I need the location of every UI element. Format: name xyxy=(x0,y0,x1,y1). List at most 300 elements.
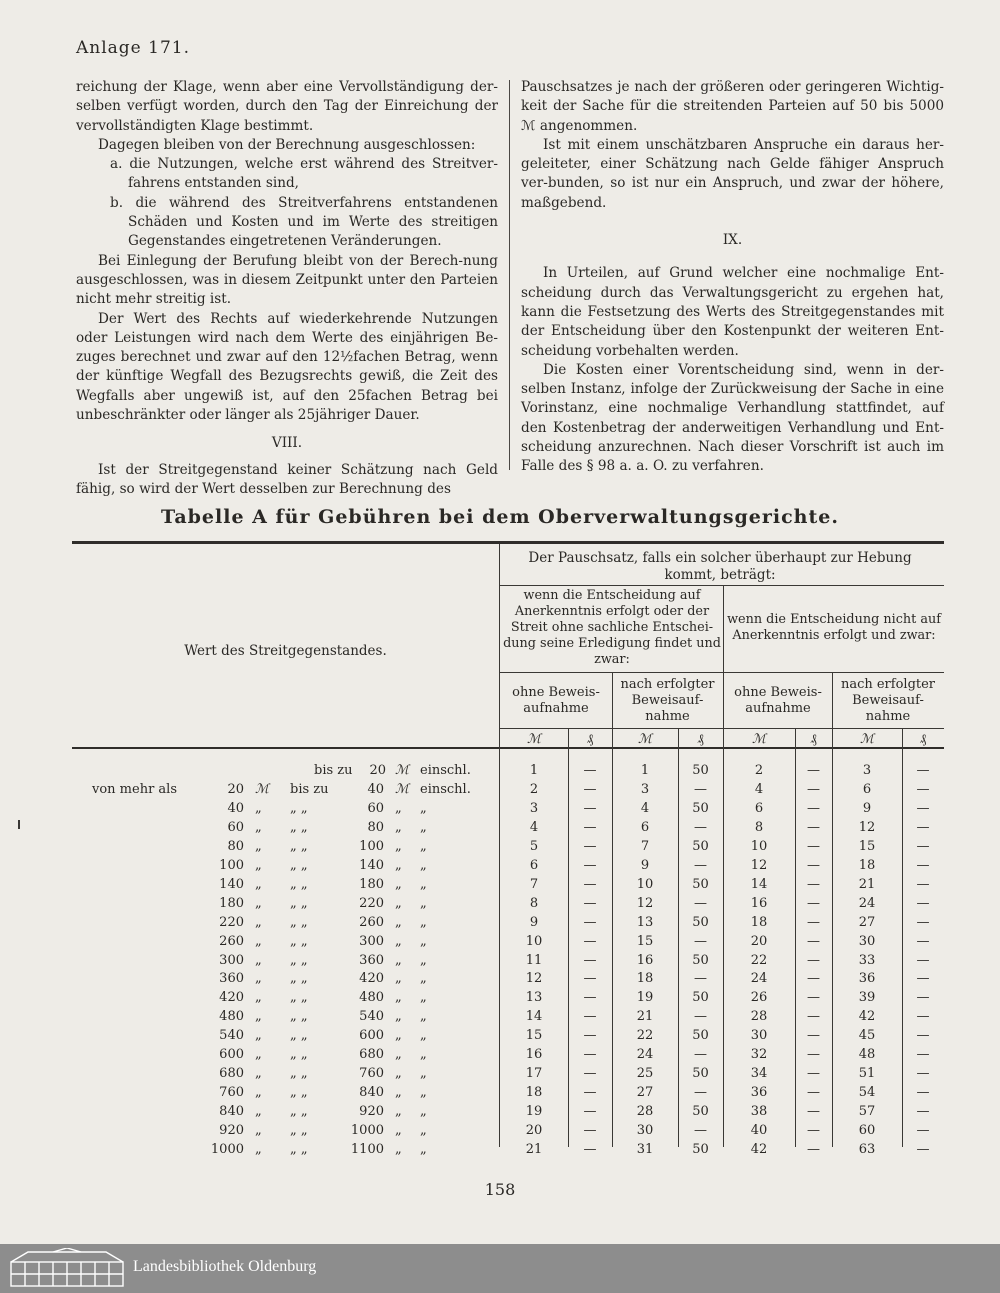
fee-cell: 19 xyxy=(636,990,654,1005)
row-mark: „ xyxy=(395,820,402,835)
fee-cell: — xyxy=(807,1085,820,1100)
fee-cell: 16 xyxy=(525,1047,543,1062)
row-to-value: 260 xyxy=(359,915,384,930)
fee-cell: 9 xyxy=(862,801,872,816)
right-paragraph-3: In Urteilen, auf Grund welcher eine nochmalige Ent-scheidung durch das Verwaltungsgericht zu ergehen hat, kann die Festsetzung des Werts des Streitgegenstandes mit der Entscheidung über den Kostenpunkt der weiteren Ent-scheidung vorbehalten werden. xyxy=(521,265,944,359)
fee-cell: 6 xyxy=(640,820,650,835)
fee-cell: — xyxy=(583,1142,597,1157)
fee-cell: — xyxy=(807,763,820,778)
unit-pf-2: ₰ xyxy=(697,732,704,747)
row-einschl: „ xyxy=(420,1104,427,1119)
row-mark: „ xyxy=(395,953,402,968)
row-bis-zu: „ „ xyxy=(290,1104,308,1119)
row-einschl: „ xyxy=(420,1028,427,1043)
fee-cell: 42 xyxy=(750,1142,768,1157)
fee-cell: — xyxy=(807,1142,820,1157)
row-from-value: 80 xyxy=(227,839,244,854)
row-to-value: 480 xyxy=(359,990,384,1005)
fee-cell: 15 xyxy=(858,839,876,854)
subheader-ohne-beweis-2: ohne Beweis-aufnahme xyxy=(734,685,822,716)
fee-cell: — xyxy=(694,1085,707,1100)
unit-pf-1: ₰ xyxy=(586,732,594,747)
row-bis-zu: „ „ xyxy=(290,1009,308,1024)
row-mark: „ xyxy=(255,1142,262,1157)
row-einschl: einschl. xyxy=(420,763,471,778)
row-einschl: „ xyxy=(420,801,427,816)
fee-cell: 22 xyxy=(750,953,768,968)
library-footer-bar xyxy=(0,1244,1000,1293)
fee-cell: 20 xyxy=(750,934,768,949)
left-paragraph-3: Bei Einlegung der Berufung bleibt von der Berech-nung ausgeschlossen, was in diesem Zeitpunkt unter den Parteien nicht mehr streitig ist. xyxy=(76,252,498,308)
row-bis-zu: „ „ xyxy=(290,934,308,949)
fee-cell: 51 xyxy=(858,1066,876,1081)
fee-cell: 50 xyxy=(692,1142,709,1157)
row-to-value: 20 xyxy=(369,763,386,778)
fee-cell: — xyxy=(807,896,820,911)
fee-cell: — xyxy=(807,820,820,835)
column-header-value: Wert des Streitgegenstandes. xyxy=(184,643,387,659)
row-mark: „ xyxy=(395,839,402,854)
fee-cell: 50 xyxy=(692,839,709,854)
row-mark: „ xyxy=(395,971,402,986)
fee-cell: 4 xyxy=(640,801,650,816)
subheader-ohne-beweis-1: ohne Beweis-aufnahme xyxy=(512,685,600,716)
row-mark: „ xyxy=(255,1066,262,1081)
row-einschl: „ xyxy=(420,934,427,949)
fee-cell: 38 xyxy=(750,1104,768,1119)
row-mark: „ xyxy=(255,990,262,1005)
row-mark: „ xyxy=(395,1104,402,1119)
fee-cell: 16 xyxy=(750,896,768,911)
fee-cell: 9 xyxy=(529,915,539,930)
fee-cell: 3 xyxy=(862,763,872,778)
fee-cell: 20 xyxy=(525,1123,543,1138)
fee-cell: 24 xyxy=(858,896,876,911)
row-from-value: 480 xyxy=(219,1009,244,1024)
row-bis-zu: „ „ xyxy=(290,858,308,873)
row-mark: „ xyxy=(255,858,262,873)
fee-cell: 18 xyxy=(858,858,876,873)
column-header-pauschsatz: Der Pauschsatz, falls ein solcher überhaupt zur Hebung kommt, beträgt: xyxy=(528,550,912,583)
row-mark: „ xyxy=(255,1104,262,1119)
fee-cell: — xyxy=(807,990,820,1005)
right-paragraph-2: Ist mit einem unschätzbaren Anspruche ein daraus her-geleiteter, einer Schätzung nach Gelde fähiger Anspruch ver-bunden, so ist nur ein Anspruch, und zwar der höhere, maßgebend. xyxy=(521,136,944,211)
fee-cell: 21 xyxy=(525,1142,543,1157)
fee-cell: 7 xyxy=(640,839,650,854)
fee-cell: — xyxy=(807,858,820,873)
fee-cell: 6 xyxy=(529,858,539,873)
row-einschl: „ xyxy=(420,1009,427,1024)
fee-cell: — xyxy=(807,1047,820,1062)
row-to-value: 300 xyxy=(359,934,384,949)
fee-cell: — xyxy=(583,763,597,778)
list-item-b: b. die während des Streitverfahrens entstandenen Schäden und Kosten und im Werte des streitigen Gegenstandes eingetretenen Veränderungen. xyxy=(110,194,498,250)
fee-cell: 18 xyxy=(636,971,654,986)
table-rule-pausch xyxy=(499,585,944,586)
fee-cell: 24 xyxy=(750,971,768,986)
row-from-value: 920 xyxy=(219,1123,244,1138)
fee-cell: — xyxy=(807,1104,820,1119)
fee-cell: — xyxy=(583,915,597,930)
row-einschl: „ xyxy=(420,858,427,873)
fee-cell: — xyxy=(807,839,820,854)
fee-cell: — xyxy=(807,1009,820,1024)
fee-cell: 27 xyxy=(636,1085,654,1100)
fee-cell: 50 xyxy=(692,877,709,892)
fee-cell: 48 xyxy=(858,1047,876,1062)
row-bis-zu: „ „ xyxy=(290,896,308,911)
row-bis-zu: „ „ xyxy=(290,1047,308,1062)
fee-cell: 21 xyxy=(858,877,876,892)
fee-cell: 27 xyxy=(858,915,876,930)
row-mark: ℳ xyxy=(395,782,409,797)
fee-cell: — xyxy=(916,896,930,911)
fee-cell: — xyxy=(583,858,597,873)
fee-cell: — xyxy=(916,990,930,1005)
unit-pf-4: ₰ xyxy=(919,732,927,747)
fee-cell: 4 xyxy=(529,820,539,835)
fee-cell: 33 xyxy=(858,953,876,968)
fee-cell: 28 xyxy=(636,1104,654,1119)
fee-cell: 17 xyxy=(525,1066,543,1081)
right-column xyxy=(521,78,944,477)
row-mark: „ xyxy=(395,896,402,911)
group-header-anerkenntnis: wenn die Entscheidung auf Anerkenntnis erfolgt oder der Streit ohne sachliche Entschei-dung seine Erledigung findet und zwar: xyxy=(503,588,721,667)
row-mark: „ xyxy=(255,820,262,835)
row-from-value: 40 xyxy=(227,801,244,816)
fee-cell: 18 xyxy=(750,915,768,930)
row-mark: „ xyxy=(395,1142,402,1157)
fee-cell: 3 xyxy=(640,782,650,797)
row-einschl: „ xyxy=(420,915,427,930)
row-mark: „ xyxy=(255,877,262,892)
row-to-value: 920 xyxy=(359,1104,384,1119)
row-mark: „ xyxy=(255,1047,262,1062)
fee-cell: — xyxy=(807,801,820,816)
fee-cell: 14 xyxy=(750,877,768,892)
fee-cell: — xyxy=(583,953,597,968)
row-from-value: 260 xyxy=(219,934,244,949)
row-mark: „ xyxy=(395,915,402,930)
row-bis-zu: „ „ xyxy=(290,915,308,930)
row-from-value: 360 xyxy=(219,971,244,986)
library-building-icon xyxy=(8,1248,126,1289)
row-bis-zu: bis zu xyxy=(290,782,329,797)
fee-cell: — xyxy=(807,782,820,797)
right-paragraph-1: Pauschsatzes je nach der größeren oder geringeren Wichtig-keit der Sache für die streitenden Parteien auf 50 bis 5000 ℳ angenommen. xyxy=(521,79,944,134)
fee-cell: 50 xyxy=(692,763,709,778)
fee-cell: 12 xyxy=(525,971,543,986)
row-to-value: 60 xyxy=(367,801,384,816)
fee-cell: 24 xyxy=(636,1047,654,1062)
row-mark: „ xyxy=(395,877,402,892)
fee-cell: 1 xyxy=(529,763,539,778)
fee-cell: 63 xyxy=(858,1142,876,1157)
fee-cell: 50 xyxy=(692,1028,709,1043)
fee-cell: 5 xyxy=(529,839,539,854)
row-from-value: 180 xyxy=(219,896,244,911)
fee-cell: 28 xyxy=(750,1009,768,1024)
fee-cell: — xyxy=(583,990,597,1005)
fee-cell: 14 xyxy=(525,1009,543,1024)
row-bis-zu: „ „ xyxy=(290,1123,308,1138)
fee-cell: — xyxy=(916,782,930,797)
row-mark: „ xyxy=(255,896,262,911)
fee-cell: — xyxy=(583,896,597,911)
fee-cell: 30 xyxy=(636,1123,654,1138)
row-mark: „ xyxy=(255,934,262,949)
row-mark: „ xyxy=(255,1009,262,1024)
fee-cell: — xyxy=(916,877,930,892)
fee-cell: — xyxy=(583,782,597,797)
fee-cell: — xyxy=(583,1104,597,1119)
row-to-value: 140 xyxy=(359,858,384,873)
list-item-a: a. die Nutzungen, welche erst während des Streitver-fahrens entstanden sind, xyxy=(110,156,498,192)
fee-cell: 31 xyxy=(636,1142,654,1157)
unit-mark-4: ℳ xyxy=(860,732,874,747)
fee-cell: 60 xyxy=(858,1123,876,1138)
fee-cell: — xyxy=(583,877,597,892)
fee-cell: — xyxy=(916,1047,930,1062)
fee-cell: 50 xyxy=(692,915,709,930)
fee-cell: 50 xyxy=(692,1066,709,1081)
fee-cell: — xyxy=(807,1123,820,1138)
page-number: 158 xyxy=(484,1180,516,1199)
row-bis-zu: „ „ xyxy=(290,877,308,892)
row-einschl: „ xyxy=(420,1085,427,1100)
table-title: Tabelle A für Gebühren bei dem Oberverwaltungsgerichte. xyxy=(161,506,839,528)
table-top-rule xyxy=(72,541,944,544)
unit-pf-3: ₰ xyxy=(810,732,817,747)
row-einschl: „ xyxy=(420,820,427,835)
fee-cell: — xyxy=(694,934,707,949)
unit-mark-1: ℳ xyxy=(527,732,541,747)
row-bis-zu: „ „ xyxy=(290,801,308,816)
row-mark: „ xyxy=(395,1009,402,1024)
row-from-value: 1000 xyxy=(210,1142,244,1157)
fee-cell: — xyxy=(583,934,597,949)
fee-cell: — xyxy=(916,763,930,778)
fee-cell: 19 xyxy=(525,1104,543,1119)
row-mark: „ xyxy=(255,839,262,854)
fee-cell: — xyxy=(583,1066,597,1081)
row-einschl: „ xyxy=(420,896,427,911)
row-bis-zu: „ „ xyxy=(290,971,308,986)
fee-cell: 2 xyxy=(529,782,539,797)
fee-cell: 50 xyxy=(692,953,709,968)
table-rule-units xyxy=(499,728,944,729)
row-mark: „ xyxy=(255,915,262,930)
fee-cell: — xyxy=(583,971,597,986)
row-from-value: 540 xyxy=(219,1028,244,1043)
row-von-mehr-als: von mehr als xyxy=(92,782,177,797)
row-mark: „ xyxy=(255,971,262,986)
row-to-value: 760 xyxy=(359,1066,384,1081)
fee-cell: 21 xyxy=(636,1009,654,1024)
row-einschl: „ xyxy=(420,953,427,968)
fee-cell: 30 xyxy=(750,1028,768,1043)
row-mark: „ xyxy=(395,1028,402,1043)
fee-cell: 11 xyxy=(525,953,543,968)
row-to-value: 680 xyxy=(359,1047,384,1062)
fee-cell: 13 xyxy=(636,915,654,930)
fee-cell: — xyxy=(916,1085,930,1100)
fee-cell: 12 xyxy=(750,858,768,873)
fee-cell: 8 xyxy=(529,896,539,911)
right-paragraph-4: Die Kosten einer Vorentscheidung sind, wenn in der-selben Instanz, infolge der Zurückweisung der Sache in eine Vorinstanz, eine nochmalige Verhandlung stattfindet, auf den Kostenbetrag der anderweitigen Verhandlung und Ent-scheidung anzurechnen. Nach dieser Vorschrift ist auch im Falle des § 98 a. a. O. zu verfahren. xyxy=(521,361,944,475)
fee-cell: 40 xyxy=(750,1123,768,1138)
unit-mark-3: ℳ xyxy=(752,732,766,747)
row-einschl: „ xyxy=(420,877,427,892)
row-einschl: einschl. xyxy=(420,782,471,797)
fee-cell: 18 xyxy=(525,1085,543,1100)
fee-cell: 6 xyxy=(862,782,872,797)
row-from-value: 420 xyxy=(219,990,244,1005)
row-mark: „ xyxy=(395,858,402,873)
row-to-value: 80 xyxy=(367,820,384,835)
fee-cell: — xyxy=(583,1085,597,1100)
row-from-value: 60 xyxy=(227,820,244,835)
fee-cell: 1 xyxy=(640,763,650,778)
fee-cell: 50 xyxy=(692,801,709,816)
row-mark: „ xyxy=(395,1047,402,1062)
fee-cell: — xyxy=(916,1123,930,1138)
section-heading-viii: VIII. xyxy=(271,435,303,452)
fee-cell: — xyxy=(916,820,930,835)
row-einschl: „ xyxy=(420,1047,427,1062)
fee-cell: 34 xyxy=(750,1066,768,1081)
fee-cell: — xyxy=(916,1066,930,1081)
row-einschl: „ xyxy=(420,971,427,986)
section-heading-ix: IX. xyxy=(722,232,743,249)
fee-cell: 30 xyxy=(858,934,876,949)
left-paragraph-5: Ist der Streitgegenstand keiner Schätzung nach Geld fähig, so wird der Wert desselben zur Berechnung des xyxy=(76,461,498,497)
library-name: Landesbibliothek Oldenburg xyxy=(133,1258,317,1275)
fee-cell: — xyxy=(916,801,930,816)
row-mark: „ xyxy=(395,801,402,816)
fee-cell: 6 xyxy=(754,801,764,816)
row-from-value: 300 xyxy=(219,953,244,968)
left-column xyxy=(76,78,498,499)
row-mark: ℳ xyxy=(255,782,269,797)
subheader-nach-beweis-1: nach erfolgter Beweisauf-nahme xyxy=(620,677,715,724)
page-header: Anlage 171. xyxy=(76,38,190,58)
fee-cell: 25 xyxy=(636,1066,654,1081)
row-mark: „ xyxy=(255,1123,262,1138)
row-bis-zu: „ „ xyxy=(290,990,308,1005)
fee-cell: 10 xyxy=(750,839,768,854)
row-einschl: „ xyxy=(420,839,427,854)
row-from-value: 600 xyxy=(219,1047,244,1062)
row-mark: „ xyxy=(395,1066,402,1081)
row-bis-zu: „ „ xyxy=(290,953,308,968)
fee-cell: — xyxy=(694,896,707,911)
fee-cell: 7 xyxy=(529,877,539,892)
left-paragraph-4: Der Wert des Rechts auf wiederkehrende Nutzungen oder Leistungen wird nach dem Werte des einjährigen Be-zuges berechnet und zwar auf den 12½fachen Betrag, wenn der künftige Wegfall des Bezugsrechts gewiß, die Zeit des Wegfalls aber ungewiß ist, auf den 25fachen Betrag bei unbeschränkter oder länger als 25jähriger Dauer. xyxy=(76,310,498,424)
row-from-value: 220 xyxy=(219,915,244,930)
row-mark: „ xyxy=(255,953,262,968)
row-einschl: „ xyxy=(420,1142,427,1157)
fee-cell: — xyxy=(694,1009,707,1024)
fee-cell: — xyxy=(583,1123,597,1138)
fee-cell: — xyxy=(916,839,930,854)
row-einschl: „ xyxy=(420,990,427,1005)
row-mark: ℳ xyxy=(395,763,409,778)
fee-cell: — xyxy=(583,839,597,854)
row-from-value: 760 xyxy=(219,1085,244,1100)
fee-cell: — xyxy=(916,858,930,873)
fee-cell: — xyxy=(807,934,820,949)
left-paragraph-2: Dagegen bleiben von der Berechnung ausgeschlossen: xyxy=(98,136,476,153)
fee-cell: 4 xyxy=(754,782,764,797)
row-to-value: 1100 xyxy=(350,1142,384,1157)
row-to-value: 40 xyxy=(367,782,384,797)
row-to-value: 540 xyxy=(359,1009,384,1024)
fee-cell: — xyxy=(583,820,597,835)
fee-cell: — xyxy=(916,971,930,986)
fee-cell: — xyxy=(916,934,930,949)
row-mark: „ xyxy=(395,1085,402,1100)
fee-cell: 36 xyxy=(750,1085,768,1100)
fee-cell: — xyxy=(916,1009,930,1024)
row-bis-zu: „ „ xyxy=(290,839,308,854)
row-mark: „ xyxy=(255,1085,262,1100)
row-mark: „ xyxy=(395,934,402,949)
fee-cell: — xyxy=(807,971,820,986)
fee-cell: 39 xyxy=(858,990,876,1005)
row-to-value: 360 xyxy=(359,953,384,968)
row-from-value: 100 xyxy=(219,858,244,873)
row-from-value: 680 xyxy=(219,1066,244,1081)
fee-cell: 12 xyxy=(858,820,876,835)
fee-cell: — xyxy=(916,1142,930,1157)
fee-cell: 57 xyxy=(858,1104,876,1119)
fee-cell: — xyxy=(583,1009,597,1024)
fee-cell: — xyxy=(694,820,707,835)
row-bis-zu: bis zu xyxy=(314,763,353,778)
fee-cell: 15 xyxy=(636,934,654,949)
fee-cell: 50 xyxy=(692,1104,709,1119)
fee-cell: 9 xyxy=(640,858,650,873)
fee-cell: 22 xyxy=(636,1028,654,1043)
fee-cell: — xyxy=(694,971,707,986)
row-mark: „ xyxy=(395,1123,402,1138)
row-bis-zu: „ „ xyxy=(290,1066,308,1081)
row-from-value: 840 xyxy=(219,1104,244,1119)
fee-cell: 3 xyxy=(529,801,539,816)
row-to-value: 600 xyxy=(359,1028,384,1043)
row-from-value: 20 xyxy=(227,782,244,797)
fee-cell: — xyxy=(807,877,820,892)
row-to-value: 840 xyxy=(359,1085,384,1100)
fee-cell: — xyxy=(694,1047,707,1062)
fee-cell: — xyxy=(916,1104,930,1119)
fee-cell: 50 xyxy=(692,990,709,1005)
fee-cell: 12 xyxy=(636,896,654,911)
fee-cell: — xyxy=(807,953,820,968)
row-mark: „ xyxy=(255,1028,262,1043)
fee-cell: 15 xyxy=(525,1028,543,1043)
fee-cell: 45 xyxy=(858,1028,876,1043)
row-to-value: 1000 xyxy=(350,1123,384,1138)
row-einschl: „ xyxy=(420,1123,427,1138)
row-to-value: 100 xyxy=(359,839,384,854)
row-einschl: „ xyxy=(420,1066,427,1081)
row-bis-zu: „ „ xyxy=(290,1142,308,1157)
group-header-nicht-anerkenntnis: wenn die Entscheidung nicht auf Anerkenntnis erfolgt und zwar: xyxy=(727,612,941,643)
fee-cell: 10 xyxy=(636,877,654,892)
column-divider xyxy=(509,80,510,470)
